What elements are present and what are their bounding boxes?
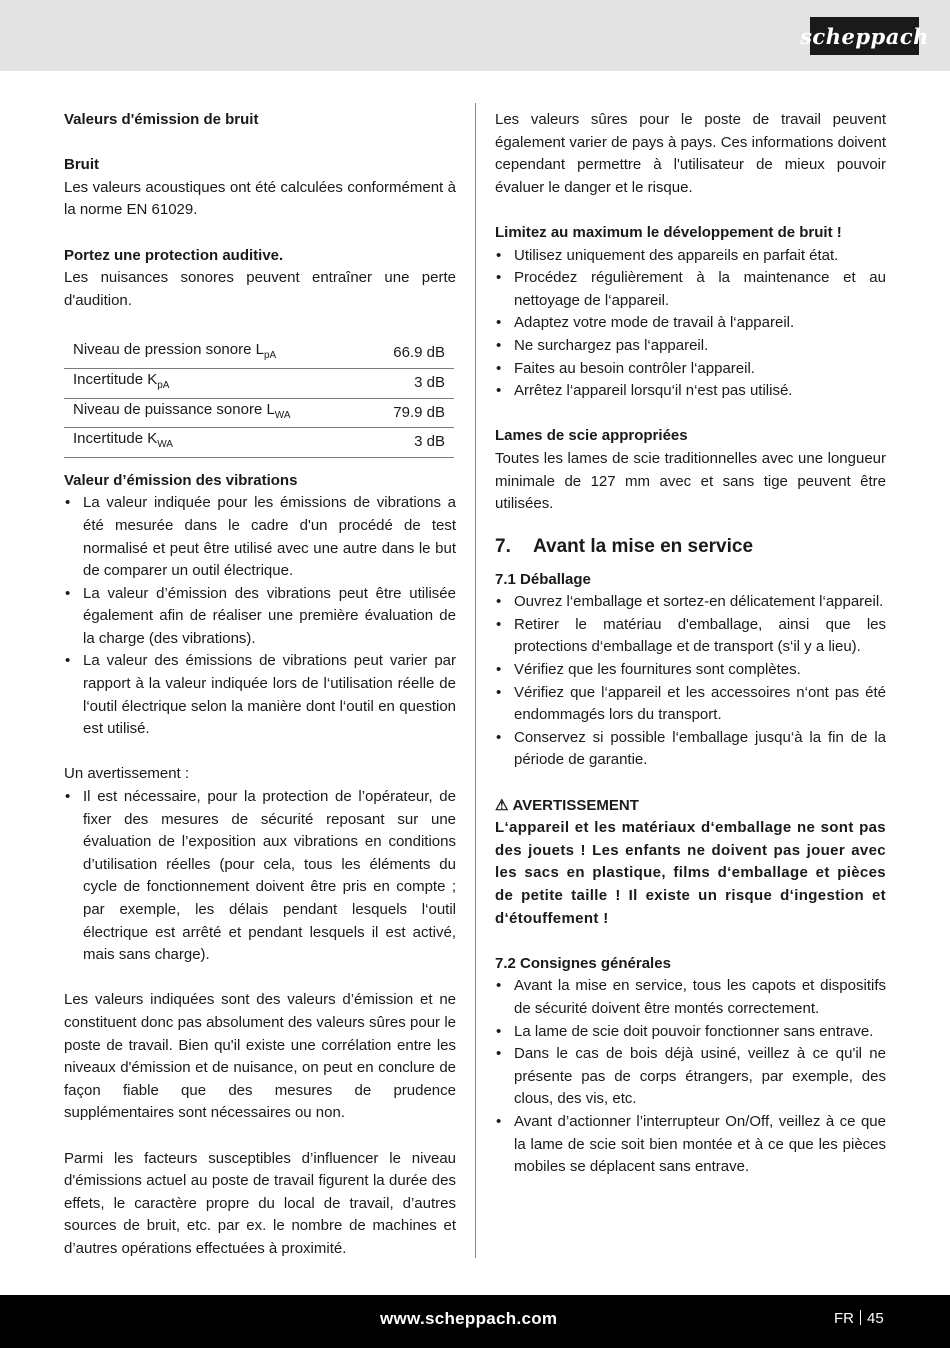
list-item: • La valeur des émissions de vibrations peut varier par rapport à la valeur indiquée lors de l‘utilisation réelle de l‘outil électrique selon la manière dont l‘outil en question est utilisé.: [64, 650, 456, 740]
list-item: • Avant la mise en service, tous les capots et dispositifs de sécurité doivent être montés correctement.: [495, 975, 886, 1020]
table-value: 79.9 dB: [365, 398, 454, 428]
page-footer: [0, 1295, 950, 1348]
paragraph-emission: Les valeurs indiquées sont des valeurs d’émission et ne constituent donc pas absolument des valeurs sûres pour le poste de travail. Bien qu'il existe une corrélation entre les niveaux d'émission et de nuisance, on peut en conclure de façon fiable que des mesures de prudence supplémentaires sont nécessaires ou non.: [64, 991, 456, 1122]
protection-text: Les nuisances sonores peuvent entraîner une perte d'audition.: [64, 269, 456, 309]
table-row: [64, 339, 454, 368]
table-value: 3 dB: [365, 368, 454, 398]
table-label: Incertitude $K_{pA}$: [64, 368, 365, 398]
noise-title: Valeurs d'émission de bruit: [64, 111, 259, 128]
brand-logo: scheppach: [810, 17, 919, 55]
page-number: [834, 1310, 884, 1327]
page-num: 45: [867, 1310, 884, 1327]
list-item: • La lame de scie doit pouvoir fonctionner sans entrave.: [495, 1021, 886, 1044]
general-list: [495, 975, 886, 1178]
list-item: • Ne surchargez pas l‘appareil.: [495, 335, 886, 358]
list-item: • Il est nécessaire, pour la protection de l’opérateur, de fixer des mesures de sécurité reposant sur une évaluation de l’exposition aux vibrations en conditions d’utilisation réelles (pour cela, tous les éléments du cycle de fonctionnement doivent être pris en compte ; par exemple, les délais pendant lesquels l‘outil électrique est arrêté et pendant lesquels il est activé, mais sans charge).: [64, 786, 456, 967]
noise-table: [64, 339, 454, 457]
list-item: • Dans le cas de bois déjà usiné, veillez à ce qu'il ne présente pas de corps étrangers, par exemple, des clous, des vis, etc.: [495, 1043, 886, 1111]
footer-url[interactable]: www.scheppach.com: [380, 1309, 558, 1328]
list-item: • Procédez régulièrement à la maintenance et au nettoyage de l‘appareil.: [495, 267, 886, 312]
list-item: • Utilisez uniquement des appareils en parfait état.: [495, 245, 886, 268]
vibration-list: [64, 492, 456, 741]
warning-label: Un avertissement :: [64, 765, 190, 783]
list-item: • Ouvrez l‘emballage et sortez-en délicatement l‘appareil.: [495, 591, 886, 614]
list-item: • Avant d’actionner l’interrupteur On/Off, veillez à ce que la lame de scie soit bien montée et à ce que les pièces mobiles se déplacent sans entrave.: [495, 1111, 886, 1179]
table-value: 3 dB: [365, 428, 454, 458]
warning-heading: [495, 795, 886, 818]
table-row: [64, 398, 454, 428]
bruit-text: Les valeurs acoustiques ont été calculées conformément à la norme EN 61029.: [64, 178, 456, 219]
blades-heading: Lames de scie appropriées: [495, 427, 688, 445]
warning-heading-text: AVERTISSEMENT: [512, 796, 639, 814]
unpack-heading: 7.1 Déballage: [495, 570, 591, 588]
warning-list: [64, 786, 456, 967]
list-item: • Conservez si possible l‘emballage jusqu‘à la fin de la période de garantie.: [495, 727, 886, 772]
section-number: 7.: [495, 535, 511, 557]
table-label: Niveau de pression sonore $L_{pA}$: [64, 339, 365, 368]
blades-text: Toutes les lames de scie traditionnelles avec une longueur minimale de 127 mm avec et sans tige peuvent être utilisées.: [495, 449, 886, 513]
warning-triangle-icon: ⚠: [495, 796, 509, 814]
table-row: [64, 368, 454, 398]
general-heading: 7.2 Consignes générales: [495, 954, 671, 972]
right-column: [495, 109, 886, 1179]
bruit-heading: Bruit: [64, 156, 99, 174]
left-column: [64, 109, 456, 1261]
intro-text: Les valeurs sûres pour le poste de travail peuvent également varier de pays à pays. Ces informations doivent cependant permettre à l'utilisateur de mieux pouvoir évaluer le danger et le risque.: [495, 111, 886, 196]
list-item: • Adaptez votre mode de travail à l‘appareil.: [495, 312, 886, 335]
table-row: [64, 428, 454, 458]
list-item: • Vérifiez que l‘appareil et les accessoires n‘ont pas été endommagés lors du transport.: [495, 682, 886, 727]
page-header: [0, 0, 950, 71]
limit-heading: Limitez au maximum le développement de bruit !: [495, 223, 842, 241]
list-item: • Vérifiez que les fournitures sont complètes.: [495, 659, 886, 682]
table-value: 66.9 dB: [365, 339, 454, 368]
list-item: • Faites au besoin contrôler l‘appareil.: [495, 358, 886, 381]
warning-text: L‘appareil et les matériaux d‘emballage ne sont pas des jouets ! Les enfants ne doivent pas jouer avec les sacs en plastique, films d‘emballage et pièces de petite taille ! Il existe un risque d‘ingestion et d‘étouffement !: [495, 819, 886, 927]
section-title: Avant la mise en service: [533, 535, 754, 557]
table-label: Niveau de puissance sonore $L_{WA}$: [64, 398, 365, 428]
table-label: Incertitude $K_{WA}$: [64, 428, 365, 458]
list-item: • La valeur d’émission des vibrations peut être utilisée également afin de réaliser une première évaluation de la charge (des vibrations).: [64, 583, 456, 651]
column-divider: [475, 103, 476, 1258]
section-heading: [495, 535, 886, 559]
protection-heading: Portez une protection auditive.: [64, 246, 284, 264]
unpack-list: [495, 591, 886, 772]
paragraph-factors: Parmi les facteurs susceptibles d’influencer le niveau d'émissions actuel au poste de travail figurent la durée des effets, le caractère propre du local de travail, d’autres sources de bruit, etc. par ex. le nombre de machines et d’autres opérations effectuées à proximité.: [64, 1149, 456, 1257]
list-item: • Retirer le matériau d'emballage, ainsi que les protections d‘emballage et de transport (s‘il y a lieu).: [495, 614, 886, 659]
list-item: • La valeur indiquée pour les émissions de vibrations a été mesurée dans le cadre d'un procédé de test normalisé et peut être utilisé avec une autre dans le but de comparer un outil électrique.: [64, 492, 456, 582]
vibration-heading: Valeur d’émission des vibrations: [64, 471, 298, 489]
language-code: FR: [834, 1310, 854, 1327]
limit-list: [495, 245, 886, 403]
list-item: • Arrêtez l‘appareil lorsqu‘il n‘est pas utilisé.: [495, 380, 886, 403]
